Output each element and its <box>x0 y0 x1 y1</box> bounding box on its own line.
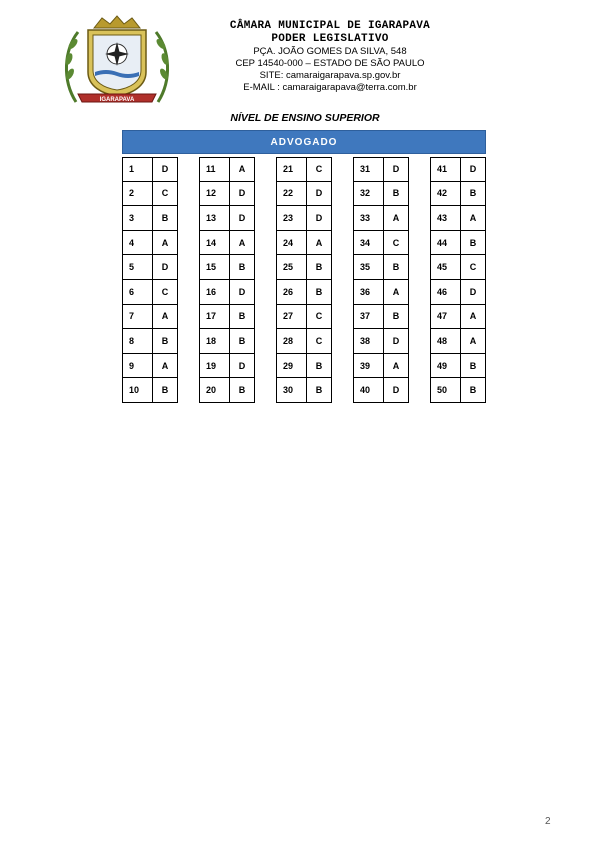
question-number: 10 <box>122 378 153 403</box>
answer-row <box>430 280 486 305</box>
answer-letter: D <box>461 280 486 305</box>
answer-letter: D <box>384 378 409 403</box>
answer-letter: A <box>461 329 486 354</box>
answer-letter: C <box>307 305 332 330</box>
question-number: 23 <box>276 206 307 231</box>
question-number: 12 <box>199 182 230 207</box>
question-number: 40 <box>353 378 384 403</box>
question-number: 30 <box>276 378 307 403</box>
answer-letter: B <box>153 378 178 403</box>
question-number: 5 <box>122 255 153 280</box>
answer-row <box>122 206 178 231</box>
answer-key-grid <box>122 157 486 403</box>
answer-letter: D <box>153 157 178 182</box>
answer-letter: B <box>461 354 486 379</box>
answer-column <box>122 157 178 403</box>
answer-row <box>353 157 409 182</box>
municipal-coat-of-arms <box>58 14 176 106</box>
question-number: 29 <box>276 354 307 379</box>
answer-column <box>199 157 255 403</box>
answer-letter: B <box>384 255 409 280</box>
answer-row <box>353 182 409 207</box>
answer-letter: A <box>307 231 332 256</box>
question-number: 8 <box>122 329 153 354</box>
answer-row <box>199 305 255 330</box>
question-number: 50 <box>430 378 461 403</box>
question-number: 9 <box>122 354 153 379</box>
answer-row <box>276 305 332 330</box>
answer-letter: A <box>384 206 409 231</box>
question-number: 18 <box>199 329 230 354</box>
question-number: 2 <box>122 182 153 207</box>
answer-row <box>199 255 255 280</box>
answer-row <box>353 305 409 330</box>
question-number: 4 <box>122 231 153 256</box>
answer-letter: B <box>461 378 486 403</box>
question-number: 16 <box>199 280 230 305</box>
question-number: 21 <box>276 157 307 182</box>
answer-letter: A <box>153 305 178 330</box>
org-site: SITE: camaraigarapava.sp.gov.br <box>259 70 401 81</box>
question-number: 11 <box>199 157 230 182</box>
org-address: PÇA. JOÃO GOMES DA SILVA, 548 <box>253 46 407 57</box>
question-number: 41 <box>430 157 461 182</box>
answer-row <box>353 206 409 231</box>
question-number: 28 <box>276 329 307 354</box>
question-number: 20 <box>199 378 230 403</box>
question-number: 27 <box>276 305 307 330</box>
question-number: 22 <box>276 182 307 207</box>
question-number: 7 <box>122 305 153 330</box>
org-name: CÂMARA MUNICIPAL DE IGARAPAVA <box>229 20 431 32</box>
question-number: 13 <box>199 206 230 231</box>
answer-letter: C <box>307 329 332 354</box>
answer-row <box>199 280 255 305</box>
answer-letter: D <box>461 157 486 182</box>
answer-letter: B <box>307 378 332 403</box>
answer-row <box>430 255 486 280</box>
answer-row <box>276 378 332 403</box>
answer-letter: D <box>230 182 255 207</box>
answer-letter: A <box>153 354 178 379</box>
question-number: 42 <box>430 182 461 207</box>
answer-letter: B <box>230 329 255 354</box>
answer-letter: B <box>307 280 332 305</box>
answer-letter: A <box>230 157 255 182</box>
question-number: 1 <box>122 157 153 182</box>
answer-letter: D <box>384 157 409 182</box>
answer-row <box>430 305 486 330</box>
letterhead <box>190 20 470 94</box>
answer-row <box>199 182 255 207</box>
answer-row <box>353 255 409 280</box>
answer-row <box>430 329 486 354</box>
answer-letter: D <box>230 280 255 305</box>
answer-row <box>430 206 486 231</box>
answer-row <box>276 157 332 182</box>
answer-row <box>199 378 255 403</box>
question-number: 44 <box>430 231 461 256</box>
answer-row <box>353 329 409 354</box>
answer-letter: D <box>307 182 332 207</box>
question-number: 48 <box>430 329 461 354</box>
answer-row <box>276 255 332 280</box>
org-branch: PODER LEGISLATIVO <box>271 33 389 45</box>
answer-row <box>199 157 255 182</box>
question-number: 38 <box>353 329 384 354</box>
answer-row <box>122 329 178 354</box>
answer-column <box>353 157 409 403</box>
answer-letter: B <box>230 378 255 403</box>
answer-letter: B <box>153 206 178 231</box>
answer-letter: A <box>230 231 255 256</box>
question-number: 19 <box>199 354 230 379</box>
answer-letter: D <box>230 354 255 379</box>
answer-letter: B <box>384 182 409 207</box>
answer-letter: C <box>461 255 486 280</box>
answer-row <box>430 354 486 379</box>
crest-ribbon-text: IGARAPAVA <box>99 97 135 103</box>
level-title: NÍVEL DE ENSINO SUPERIOR <box>230 112 380 124</box>
question-number: 24 <box>276 231 307 256</box>
answer-letter: A <box>461 305 486 330</box>
answer-letter: B <box>461 231 486 256</box>
page-number: 2 <box>545 816 551 827</box>
answer-row <box>276 182 332 207</box>
question-number: 43 <box>430 206 461 231</box>
question-number: 47 <box>430 305 461 330</box>
answer-letter: B <box>230 305 255 330</box>
question-number: 14 <box>199 231 230 256</box>
answer-row <box>430 378 486 403</box>
answer-row <box>199 354 255 379</box>
position-banner <box>122 130 486 154</box>
answer-letter: B <box>307 354 332 379</box>
answer-row <box>199 231 255 256</box>
answer-row <box>353 280 409 305</box>
question-number: 34 <box>353 231 384 256</box>
answer-row <box>430 231 486 256</box>
answer-row <box>122 231 178 256</box>
question-number: 36 <box>353 280 384 305</box>
answer-letter: B <box>461 182 486 207</box>
answer-letter: D <box>230 206 255 231</box>
answer-row <box>276 280 332 305</box>
answer-row <box>199 206 255 231</box>
answer-letter: D <box>307 206 332 231</box>
org-email: E-MAIL : camaraigarapava@terra.com.br <box>243 82 417 93</box>
question-number: 49 <box>430 354 461 379</box>
answer-letter: C <box>153 182 178 207</box>
question-number: 31 <box>353 157 384 182</box>
answer-row <box>276 354 332 379</box>
answer-letter: A <box>153 231 178 256</box>
answer-row <box>276 329 332 354</box>
question-number: 3 <box>122 206 153 231</box>
org-cep: CEP 14540-000 – ESTADO DE SÃO PAULO <box>235 58 425 69</box>
answer-letter: D <box>153 255 178 280</box>
position-label: ADVOGADO <box>270 136 338 148</box>
question-number: 15 <box>199 255 230 280</box>
answer-row <box>353 378 409 403</box>
answer-letter: D <box>384 329 409 354</box>
answer-column <box>276 157 332 403</box>
answer-letter: C <box>384 231 409 256</box>
answer-letter: B <box>307 255 332 280</box>
answer-letter: B <box>230 255 255 280</box>
answer-row <box>122 305 178 330</box>
question-number: 33 <box>353 206 384 231</box>
question-number: 26 <box>276 280 307 305</box>
answer-row <box>122 255 178 280</box>
answer-row <box>199 329 255 354</box>
answer-column <box>430 157 486 403</box>
question-number: 45 <box>430 255 461 280</box>
answer-letter: B <box>153 329 178 354</box>
answer-row <box>430 157 486 182</box>
answer-row <box>122 157 178 182</box>
answer-row <box>122 354 178 379</box>
answer-row <box>122 182 178 207</box>
answer-row <box>122 280 178 305</box>
question-number: 32 <box>353 182 384 207</box>
answer-letter: A <box>384 280 409 305</box>
answer-row <box>430 182 486 207</box>
answer-letter: A <box>384 354 409 379</box>
answer-row <box>353 231 409 256</box>
answer-row <box>276 206 332 231</box>
question-number: 46 <box>430 280 461 305</box>
answer-row <box>353 354 409 379</box>
answer-letter: C <box>307 157 332 182</box>
question-number: 39 <box>353 354 384 379</box>
answer-letter: C <box>153 280 178 305</box>
answer-row <box>122 378 178 403</box>
answer-letter: B <box>384 305 409 330</box>
answer-row <box>276 231 332 256</box>
question-number: 35 <box>353 255 384 280</box>
question-number: 25 <box>276 255 307 280</box>
question-number: 6 <box>122 280 153 305</box>
question-number: 37 <box>353 305 384 330</box>
answer-letter: A <box>461 206 486 231</box>
question-number: 17 <box>199 305 230 330</box>
